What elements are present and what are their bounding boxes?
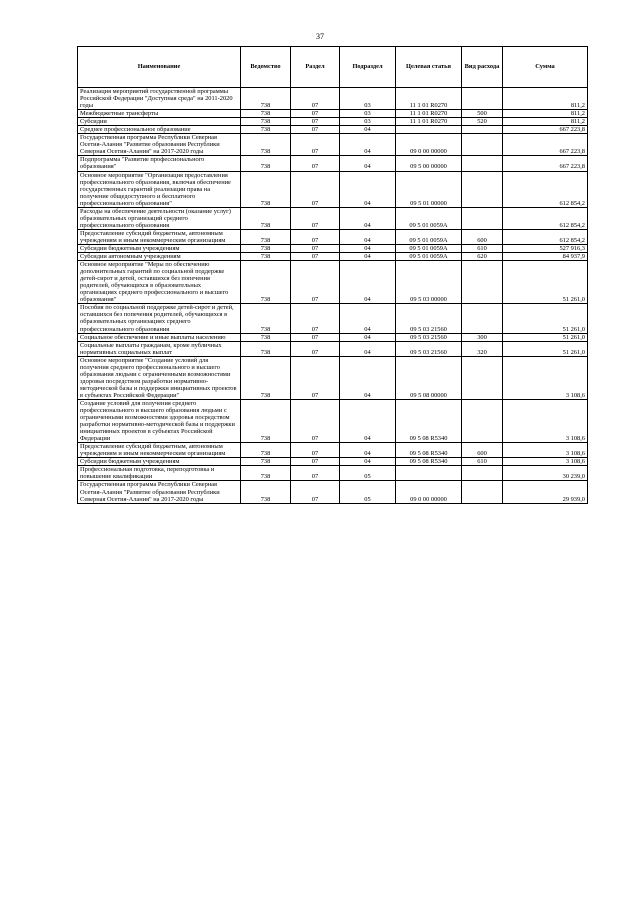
cell-name: Социальное обеспечение и иные выплаты населению: [78, 333, 241, 341]
cell-name: Государственная программа Республики Северная Осетия-Алания "Развитие образования Республики Северная Осетия-Алания" на 2017-2020 годы: [78, 481, 241, 503]
cell-sum: 3 108,6: [503, 458, 588, 466]
cell-razd: 07: [291, 156, 340, 171]
cell-podr: 05: [340, 466, 396, 481]
cell-podr: 04: [340, 261, 396, 304]
cell-name: Создание условий для получения среднего профессионального и высшего образования людьми с ограниченными возможностями здоровья посредством разработки нормативно-методической базы и поддержки инициативных проектов в субъектах Российской Федерации: [78, 399, 241, 442]
table-row: [78, 207, 588, 229]
cell-vid: [462, 466, 503, 481]
cell-razd: 07: [291, 134, 340, 156]
cell-podr: 04: [340, 171, 396, 207]
cell-podr: 04: [340, 244, 396, 252]
cell-razd: 07: [291, 481, 340, 503]
cell-podr: 04: [340, 443, 396, 458]
cell-podr: 04: [340, 333, 396, 341]
cell-ved: 738: [241, 333, 291, 341]
cell-podr: 05: [340, 481, 396, 503]
cell-name: Предоставление субсидий бюджетным, автономным учреждениям и иным некоммерческим организациям: [78, 229, 241, 244]
cell-razd: 07: [291, 207, 340, 229]
cell-vid: [462, 399, 503, 442]
cell-sum: 667 223,8: [503, 126, 588, 134]
cell-sum: 3 108,6: [503, 356, 588, 399]
table-row: [78, 88, 588, 110]
cell-name: Межбюджетные трансферты: [78, 110, 241, 118]
cell-vid: [462, 356, 503, 399]
table-row: [78, 126, 588, 134]
cell-sum: 612 854,2: [503, 171, 588, 207]
cell-podr: 04: [340, 356, 396, 399]
cell-vid: [462, 126, 503, 134]
cell-cel: [396, 466, 462, 481]
cell-vid: 520: [462, 118, 503, 126]
table-row: [78, 171, 588, 207]
cell-cel: 09 5 03 00000: [396, 261, 462, 304]
cell-ved: 738: [241, 261, 291, 304]
cell-razd: 07: [291, 244, 340, 252]
cell-ved: 738: [241, 341, 291, 356]
cell-cel: 09 5 08 00000: [396, 356, 462, 399]
cell-ved: 738: [241, 88, 291, 110]
cell-cel: 09 5 08 R5340: [396, 443, 462, 458]
cell-razd: 07: [291, 356, 340, 399]
cell-cel: 11 1 01 R0270: [396, 110, 462, 118]
cell-cel: 09 5 03 21560: [396, 304, 462, 333]
cell-name: Субсидии бюджетным учреждениям: [78, 458, 241, 466]
cell-razd: 07: [291, 229, 340, 244]
cell-podr: 04: [340, 156, 396, 171]
cell-vid: 500: [462, 110, 503, 118]
cell-sum: 51 261,0: [503, 333, 588, 341]
cell-ved: 738: [241, 253, 291, 261]
cell-podr: 03: [340, 110, 396, 118]
table-row: [78, 118, 588, 126]
cell-razd: 07: [291, 458, 340, 466]
cell-razd: 07: [291, 88, 340, 110]
cell-sum: 667 223,8: [503, 156, 588, 171]
cell-name: Социальные выплаты гражданам, кроме публичных нормативных социальных выплат: [78, 341, 241, 356]
cell-vid: [462, 171, 503, 207]
cell-sum: 811,2: [503, 88, 588, 110]
cell-podr: 04: [340, 126, 396, 134]
table-row: [78, 253, 588, 261]
cell-name: Расходы на обеспечение деятельности (оказание услуг) образовательных организаций среднего профессионального образования: [78, 207, 241, 229]
cell-vid: 610: [462, 458, 503, 466]
cell-cel: 09 5 03 21560: [396, 333, 462, 341]
cell-sum: 84 937,9: [503, 253, 588, 261]
cell-podr: 04: [340, 341, 396, 356]
cell-vid: [462, 134, 503, 156]
cell-razd: 07: [291, 443, 340, 458]
cell-sum: 51 261,0: [503, 261, 588, 304]
cell-sum: 3 108,6: [503, 399, 588, 442]
table-row: [78, 356, 588, 399]
cell-cel: [396, 126, 462, 134]
cell-name: Субсидии бюджетным учреждениям: [78, 244, 241, 252]
table-row: [78, 481, 588, 503]
header-cel: Целевая статья: [396, 47, 462, 88]
cell-sum: 51 261,0: [503, 304, 588, 333]
table-row: [78, 399, 588, 442]
cell-sum: 29 939,0: [503, 481, 588, 503]
cell-vid: [462, 481, 503, 503]
cell-razd: 07: [291, 333, 340, 341]
header-ved: Ведомство: [241, 47, 291, 88]
cell-vid: [462, 88, 503, 110]
cell-name: Основное мероприятие "Создание условий для получения среднего профессионального и высшего образования людьми с ограниченными возможностями здоровья посредством разработки нормативно-методической базы и поддержки инициативных проектов в субъектах Российской Федерации": [78, 356, 241, 399]
table-row: [78, 261, 588, 304]
cell-ved: 738: [241, 443, 291, 458]
cell-vid: 610: [462, 244, 503, 252]
cell-ved: 738: [241, 399, 291, 442]
cell-sum: 811,2: [503, 118, 588, 126]
table-row: [78, 304, 588, 333]
cell-cel: 09 5 01 00000: [396, 171, 462, 207]
cell-cel: 09 5 08 R5340: [396, 399, 462, 442]
cell-ved: 738: [241, 481, 291, 503]
cell-vid: 320: [462, 341, 503, 356]
header-razd: Раздел: [291, 47, 340, 88]
cell-name: Субсидии: [78, 118, 241, 126]
page-number: 37: [316, 32, 324, 41]
cell-sum: 30 239,0: [503, 466, 588, 481]
cell-vid: [462, 304, 503, 333]
cell-name: Реализация мероприятий государственной программы Российской Федерации "Доступная среда" на 2011-2020 годы: [78, 88, 241, 110]
cell-podr: 04: [340, 304, 396, 333]
cell-vid: 620: [462, 253, 503, 261]
cell-ved: 738: [241, 244, 291, 252]
cell-ved: 738: [241, 156, 291, 171]
cell-name: Основное мероприятие "Меры по обеспечению дополнительных гарантий по социальной поддержке детей-сирот и детей, оставшихся без попечения родителей, обучающихся в образовательных организациях среднего профессионального и высшего образования": [78, 261, 241, 304]
cell-podr: 04: [340, 458, 396, 466]
budget-table: [77, 46, 588, 504]
table-row: [78, 443, 588, 458]
cell-name: Пособия по социальной поддержке детей-сирот и детей, оставшихся без попечения родителей, обучающихся в образовательных организациях среднего профессионального образования: [78, 304, 241, 333]
cell-ved: 738: [241, 207, 291, 229]
header-podr: Подраздел: [340, 47, 396, 88]
cell-podr: 04: [340, 207, 396, 229]
cell-podr: 03: [340, 88, 396, 110]
header-vid: Вид расхода: [462, 47, 503, 88]
cell-ved: 738: [241, 134, 291, 156]
cell-name: Профессиональная подготовка, переподготовка и повышение квалификации: [78, 466, 241, 481]
cell-razd: 07: [291, 466, 340, 481]
cell-vid: [462, 207, 503, 229]
cell-razd: 07: [291, 253, 340, 261]
cell-razd: 07: [291, 171, 340, 207]
cell-name: Среднее профессиональное образование: [78, 126, 241, 134]
header-sum: Сумма: [503, 47, 588, 88]
cell-podr: 04: [340, 134, 396, 156]
cell-name: Подпрограмма "Развитие профессионального образования": [78, 156, 241, 171]
cell-vid: [462, 261, 503, 304]
cell-cel: 09 5 01 0059A: [396, 229, 462, 244]
cell-razd: 07: [291, 110, 340, 118]
table-row: [78, 229, 588, 244]
cell-sum: 527 916,3: [503, 244, 588, 252]
cell-sum: 51 261,0: [503, 341, 588, 356]
cell-podr: 04: [340, 399, 396, 442]
table-row: [78, 341, 588, 356]
cell-sum: 612 854,2: [503, 207, 588, 229]
table-row: [78, 458, 588, 466]
table-header-row: [78, 47, 588, 88]
cell-razd: 07: [291, 304, 340, 333]
cell-ved: 738: [241, 126, 291, 134]
cell-vid: 600: [462, 229, 503, 244]
cell-podr: 03: [340, 118, 396, 126]
header-name: Наименование: [78, 47, 241, 88]
cell-razd: 07: [291, 261, 340, 304]
cell-vid: 600: [462, 443, 503, 458]
cell-name: Предоставление субсидий бюджетным, автономным учреждениям и иным некоммерческим организациям: [78, 443, 241, 458]
table-row: [78, 466, 588, 481]
cell-razd: 07: [291, 126, 340, 134]
cell-ved: 738: [241, 171, 291, 207]
cell-sum: 3 108,6: [503, 443, 588, 458]
cell-name: Основное мероприятие "Организация предоставления профессионального образования, включая обеспечение государственных гарантий реализации права на получение общедоступного и бесплатного профессионального образования": [78, 171, 241, 207]
cell-cel: 11 1 01 R0270: [396, 88, 462, 110]
table-row: [78, 134, 588, 156]
cell-name: Субсидии автономным учреждениям: [78, 253, 241, 261]
cell-cel: 09 5 08 R5340: [396, 458, 462, 466]
cell-vid: 300: [462, 333, 503, 341]
table-row: [78, 156, 588, 171]
cell-ved: 738: [241, 304, 291, 333]
cell-cel: 11 1 01 R0270: [396, 118, 462, 126]
cell-razd: 07: [291, 118, 340, 126]
cell-cel: 09 0 00 00000: [396, 134, 462, 156]
cell-razd: 07: [291, 399, 340, 442]
cell-sum: 667 223,8: [503, 134, 588, 156]
cell-podr: 04: [340, 253, 396, 261]
table-row: [78, 110, 588, 118]
cell-vid: [462, 156, 503, 171]
cell-cel: 09 5 01 0059A: [396, 244, 462, 252]
cell-ved: 738: [241, 118, 291, 126]
cell-ved: 738: [241, 229, 291, 244]
table-row: [78, 333, 588, 341]
cell-ved: 738: [241, 356, 291, 399]
cell-name: Государственная программа Республики Северная Осетия-Алания "Развитие образования Республики Северная Осетия-Алания" на 2017-2020 годы: [78, 134, 241, 156]
cell-sum: 612 854,2: [503, 229, 588, 244]
cell-razd: 07: [291, 341, 340, 356]
cell-cel: 09 5 03 21560: [396, 341, 462, 356]
cell-ved: 738: [241, 110, 291, 118]
cell-cel: 09 5 00 00000: [396, 156, 462, 171]
cell-ved: 738: [241, 458, 291, 466]
table-body: [78, 88, 588, 504]
cell-cel: 09 0 00 00000: [396, 481, 462, 503]
cell-podr: 04: [340, 229, 396, 244]
cell-sum: 811,2: [503, 110, 588, 118]
table-row: [78, 244, 588, 252]
cell-ved: 738: [241, 466, 291, 481]
cell-cel: 09 5 01 0059A: [396, 253, 462, 261]
cell-cel: 09 5 01 0059A: [396, 207, 462, 229]
